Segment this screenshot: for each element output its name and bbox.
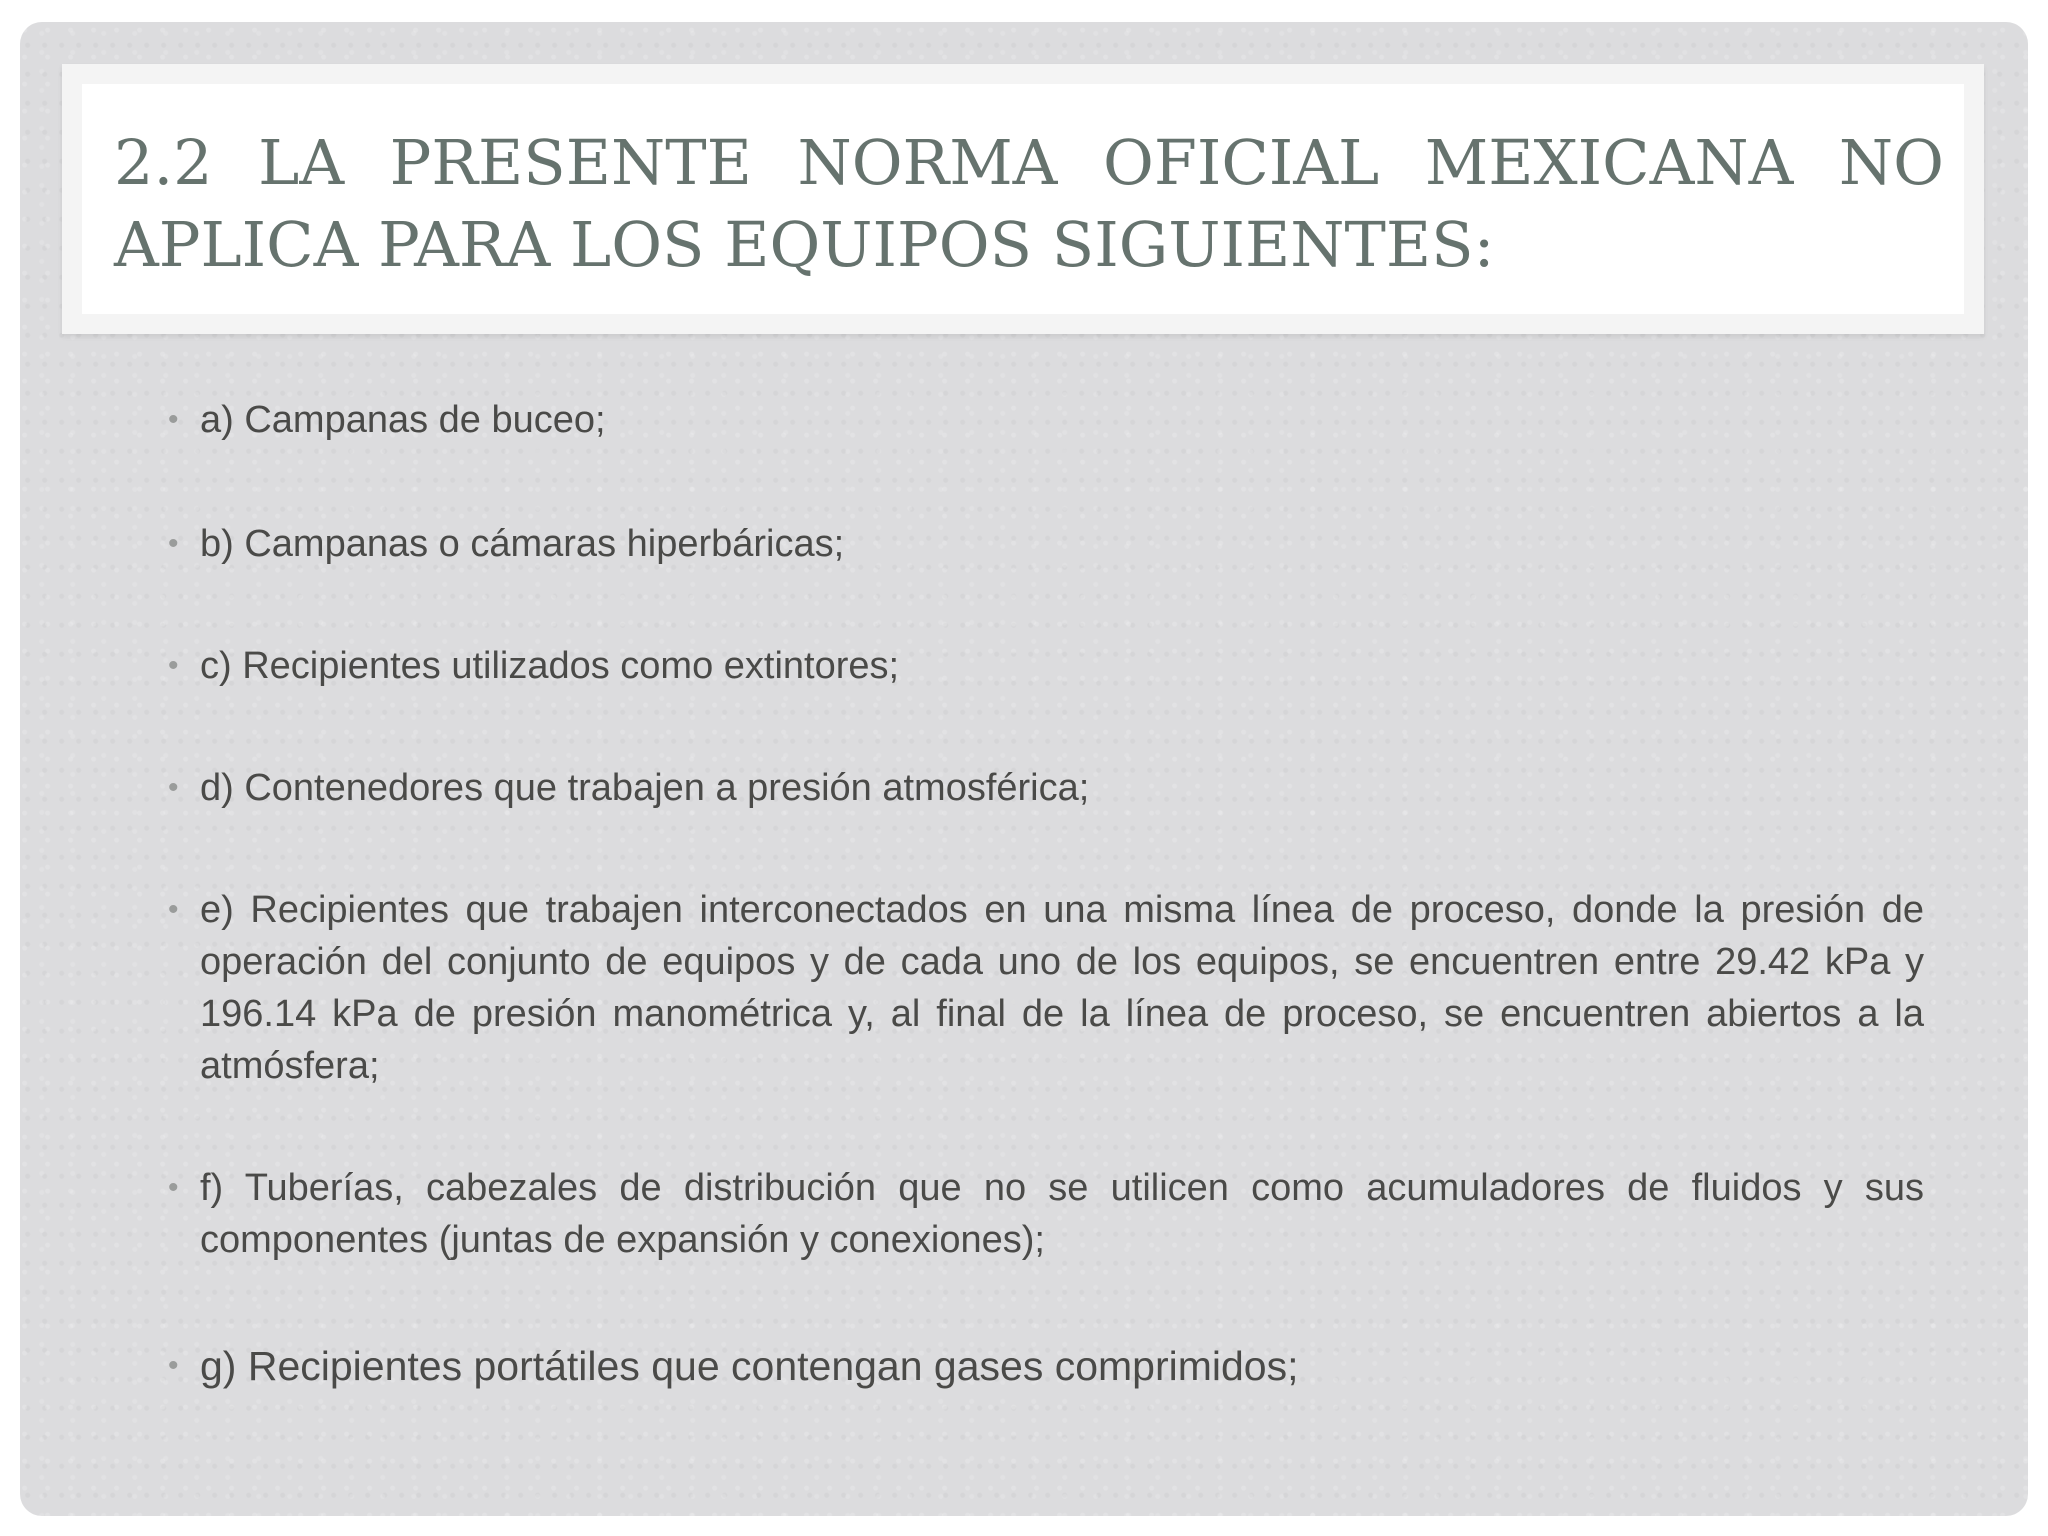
- list-item: [150, 762, 1924, 814]
- bullet-icon: •: [168, 403, 179, 436]
- bullet-icon: •: [168, 771, 179, 804]
- list-item-text: c) Recipientes utilizados como extintores;: [200, 645, 900, 687]
- list-item-text: a) Campanas de buceo;: [200, 399, 606, 441]
- list-item: [150, 1340, 1924, 1392]
- list-item: [150, 640, 1924, 692]
- bullet-icon: •: [168, 1171, 179, 1204]
- list-item: [150, 394, 1924, 446]
- slide-title: [114, 122, 1944, 286]
- bullet-icon: •: [168, 1349, 179, 1382]
- list-item-text: e) Recipientes que trabajen interconectados en una misma línea de proceso, donde la presión de operación del conjunto de equipos y de cada uno de los equipos, se encuentren entre 29.42 kPa y 196.14 kPa de presión manométrica y, al final de la línea de proceso, se encuentren abiertos a la atmósfera;: [200, 889, 1924, 1087]
- list-item: [150, 1162, 1924, 1266]
- list-item-text: d) Contenedores que trabajen a presión atmosférica;: [200, 767, 1090, 809]
- slide-title-line-1: 2.2 LA PRESENTE NORMA OFICIAL MEXICANA NO: [114, 126, 1944, 199]
- bullet-icon: •: [168, 649, 179, 682]
- list-item-text: g) Recipientes portátiles que contengan gases comprimidos;: [200, 1343, 1299, 1389]
- slide-title-line-2: APLICA PARA LOS EQUIPOS SIGUIENTES:: [114, 208, 1495, 281]
- list-item: [150, 884, 1924, 1092]
- list-item-text: f) Tuberías, cabezales de distribución que no se utilicen como acumuladores de fluidos y sus componentes (juntas de expansión y conexiones);: [200, 1167, 1924, 1261]
- bullet-icon: •: [168, 527, 179, 560]
- list-item-text: b) Campanas o cámaras hiperbáricas;: [200, 523, 845, 565]
- bullet-icon: •: [168, 893, 179, 926]
- list-item: [150, 518, 1924, 570]
- slide: [20, 22, 2028, 1516]
